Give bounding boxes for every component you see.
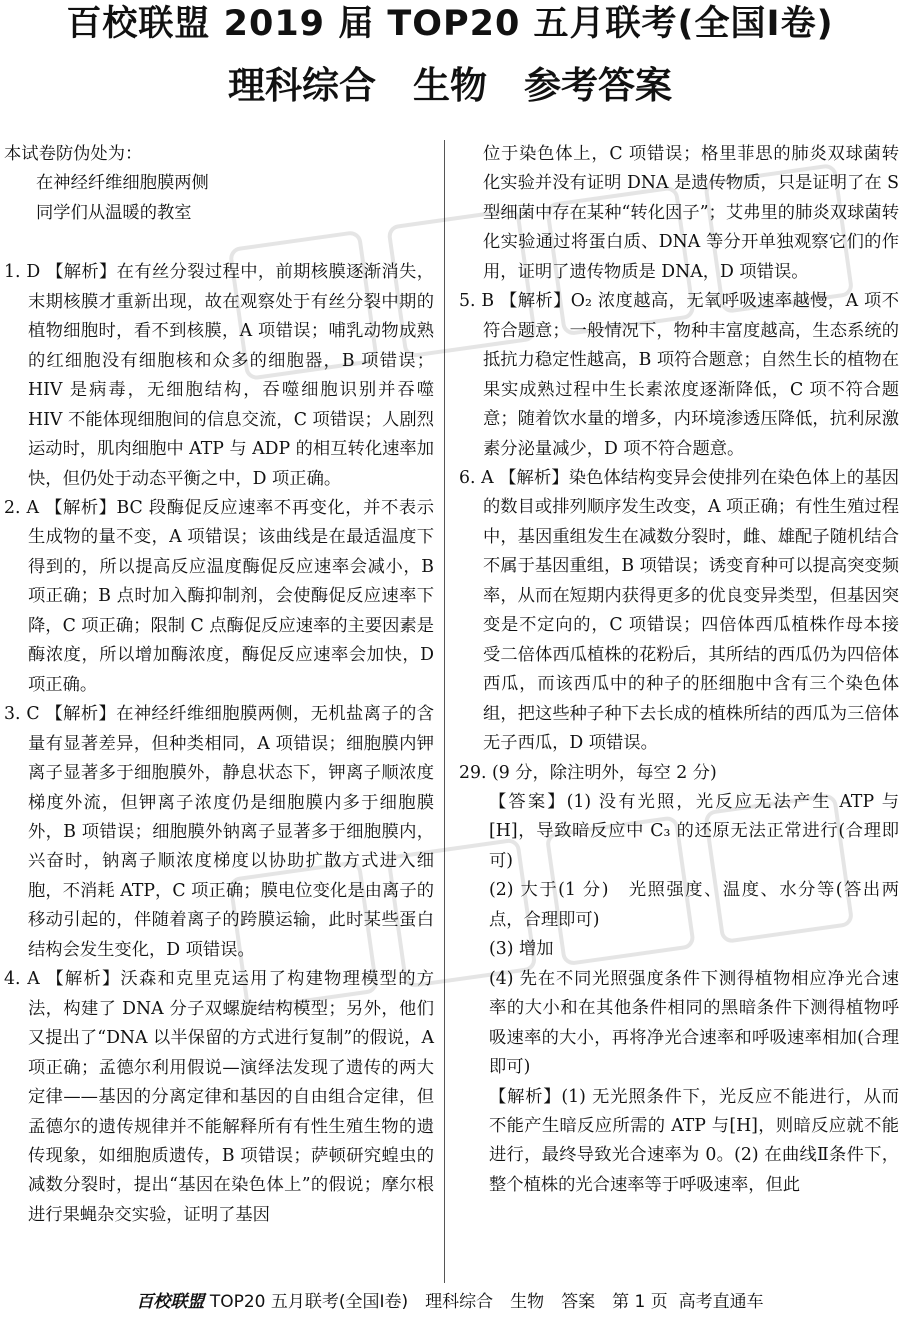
q29-answer-1: 【答案】(1) 没有光照，光反应无法产生 ATP 与[H]，导致暗反应中 C₃ 的还原无法正常进行(合理即可) [489,791,899,871]
answer-2: 2. A 【解析】BC 段酶促反应速率不再变化，并不表示生成物的量不变，A 项错误；该曲线是在最适温度下得到的，所以提高反应温度酶促反应速率会减小，B 项正确；B 点时加入酶抑制剂，会使酶促反应速率下降，C 项正确；限制 C 点酶促反应速率的主要因素是酶浓度，所以增加酶浓度，酶促反应速率会加快，D 项正确。 [4,497,434,695]
answer-5: 5. B 【解析】O₂ 浓度越高，无氧呼吸速率越慢，A 项不符合题意；一般情况下，物种丰富度越高，生态系统的抵抗力稳定性越高，B 项符合题意；自然生长的植物在果实成熟过程中生长素浓度逐渐降低，C 项不符合题意；随着饮水量的增多，内环境渗透压降低，抗利尿激素分泌量减少，D 项不符合题意。 [459,291,899,459]
paper-subtitle: 理科综合 生物 参考答案 [228,64,672,107]
column-divider [444,140,445,1283]
anti-fake-label: 本试卷防伪处为： [4,144,143,164]
footer-text: TOP20 五月联考(全国Ⅰ卷) 理科综合 生物 答案 第 1 页 [209,1292,668,1312]
anti-fake-line-1: 在神经纤维细胞膜两侧 [36,173,209,194]
footer-watermark-text: 高考直通车 [678,1292,764,1312]
q29-explanation: 【解析】(1) 无光照条件下，光反应不能进行，从而不能产生暗反应所需的 ATP 与[H]，则暗反应就不能进行，最终导致光合速率为 0。(2) 在曲线Ⅱ条件下，整个植株的光合速率等于呼吸速率，但此 [489,1086,899,1195]
answer-3: 3. C 【解析】在神经纤维细胞膜两侧，无机盐离子的含量有显著差异，但种类相同，A 项错误；细胞膜内钾离子显著多于细胞膜外，静息状态下，钾离子顺浓度梯度外流，但钾离子浓度仍是细胞膜内多于细胞膜外，B 项错误；细胞膜外钠离子显著多于细胞膜内，兴奋时，钠离子顺浓度梯度以协助扩散方式进入细胞，不消耗 ATP，C 项正确；膜电位变化是由离子的移动引起的，伴随着离子的跨膜运输，此时某些蛋白结构会发生变化，D 项错误。 [4,704,434,960]
answer-4-part-2: 位于染色体上，C 项错误；格里菲思的肺炎双球菌转化实验并没有证明 DNA 是遗传物质，只是证明了在 S 型细菌中存在某种“转化因子”；艾弗里的肺炎双球菌转化实验通过将蛋白质、DNA 等分开单独观察它们的作用，证明了遗传物质是 DNA，D 项错误。 [483,144,899,282]
anti-fake-line-2: 同学们从温暖的教室 [36,202,192,223]
footer-brand-logo: 百校联盟 [136,1292,205,1312]
page-footer [0,1287,900,1317]
answer-4-part-1: 4. A 【解析】沃森和克里克运用了构建物理模型的方法，构建了 DNA 分子双螺旋结构模型；另外，他们又提出了“DNA 以半保留的方式进行复制”的假说，A 项正确；孟德尔利用假说—演绎法发现了遗传的两大定律——基因的分离定律和基因的自由组合定律，但孟德尔的遗传规律并不能解释所有有性生殖生物的遗传现象，如细胞质遗传，B 项错误；萨顿研究蝗虫的减数分裂时，提出“基因在染色体上”的假说；摩尔根进行果蝇杂交实验，证明了基因 [4,969,434,1225]
right-column [459,140,899,1200]
exam-title: 百校联盟 2019 届 TOP20 五月联考(全国Ⅰ卷) [66,4,834,44]
anti-fake-note [4,140,434,228]
q29-answer-2: (2) 大于(1 分) 光照强度、温度、水分等(答出两点，合理即可) [489,880,899,930]
left-column [4,140,434,1230]
answer-1: 1. D 【解析】在有丝分裂过程中，前期核膜逐渐消失，末期核膜才重新出现，故在观察处于有丝分裂中期的植物细胞时，看不到核膜，A 项错误；哺乳动物成熟的红细胞没有细胞核和众多的细胞器，B 项错误；HIV 是病毒，无细胞结构，吞噬细胞识别并吞噬 HIV 不能体现细胞间的信息交流，C 项错误；人剧烈运动时，肌肉细胞中 ATP 与 ADP 的相互转化速率加快，但仍处于动态平衡之中，D 项正确。 [4,262,434,489]
answer-6: 6. A 【解析】染色体结构变异会使排列在染色体上的基因的数目或排列顺序发生改变，A 项正确；有性生殖过程中，基因重组发生在减数分裂时，雌、雄配子随机结合不属于基因重组，B 项错误；诱变育种可以提高突变频率，从而在短期内获得更多的优良变异类型，但基因突变是不定向的，C 项错误；四倍体西瓜植株作母本接受二倍体西瓜植株的花粉后，其所结的西瓜仍为四倍体西瓜，而该西瓜中的种子的胚细胞中含有三个染色体组，把这些种子种下去长成的植株所结的西瓜为三倍体无子西瓜，D 项错误。 [459,467,899,754]
spacer [4,228,434,258]
q29-answer-3: (3) 增加 [489,939,554,960]
q29-answer-4: (4) 先在不同光照强度条件下测得植物相应净光合速率的大小和在其他条件相同的黑暗条件下测得植物呼吸速率的大小，再将净光合速率和呼吸速率相加(合理即可) [489,968,899,1078]
question-29-header: 29. (9 分，除注明外，每空 2 分) [459,762,717,783]
